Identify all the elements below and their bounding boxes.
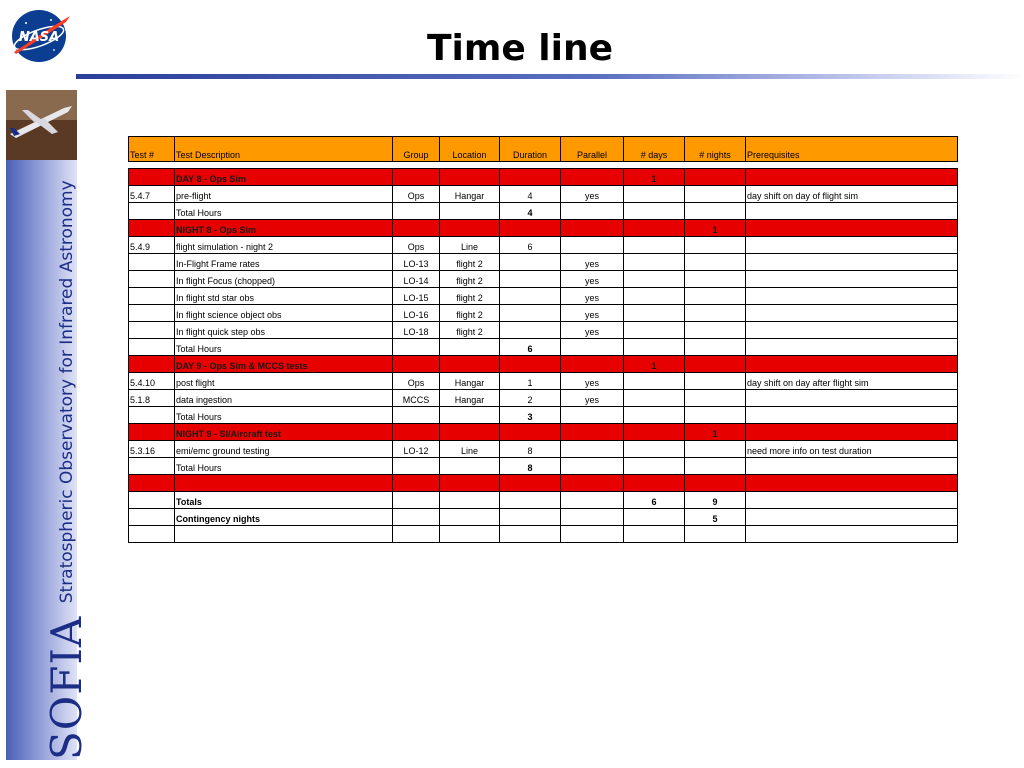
cell-location bbox=[440, 169, 500, 186]
cell-group: Ops bbox=[393, 237, 440, 254]
cell-test-description: Total Hours bbox=[175, 203, 393, 220]
cell-prerequisites bbox=[746, 169, 958, 186]
cell-location bbox=[440, 458, 500, 475]
cell-group bbox=[393, 526, 440, 543]
cell-test-number: 5.1.8 bbox=[129, 390, 175, 407]
cell-days bbox=[624, 424, 685, 441]
cell-nights bbox=[685, 322, 746, 339]
cell-location: Line bbox=[440, 441, 500, 458]
section-row bbox=[129, 356, 958, 373]
cell-test-description: In flight Focus (chopped) bbox=[175, 271, 393, 288]
cell-test-number bbox=[129, 254, 175, 271]
cell-test-description: Totals bbox=[175, 492, 393, 509]
cell-parallel: yes bbox=[561, 305, 624, 322]
cell-prerequisites bbox=[746, 322, 958, 339]
cell-test-description: emi/emc ground testing bbox=[175, 441, 393, 458]
header-duration: Duration bbox=[500, 137, 561, 162]
cell-parallel bbox=[561, 203, 624, 220]
aircraft-photo bbox=[6, 90, 77, 160]
cell-location bbox=[440, 339, 500, 356]
cell-test-description: In flight quick step obs bbox=[175, 322, 393, 339]
cell-nights bbox=[685, 203, 746, 220]
cell-nights: 1 bbox=[685, 424, 746, 441]
cell-prerequisites bbox=[746, 475, 958, 492]
cell-prerequisites bbox=[746, 458, 958, 475]
cell-days bbox=[624, 509, 685, 526]
cell-parallel bbox=[561, 492, 624, 509]
cell-days bbox=[624, 254, 685, 271]
cell-days bbox=[624, 407, 685, 424]
cell-test-description: flight simulation - night 2 bbox=[175, 237, 393, 254]
cell-test-description: NIGHT 8 - Ops Sim bbox=[175, 220, 393, 237]
cell-days bbox=[624, 458, 685, 475]
table-row bbox=[129, 237, 958, 254]
cell-test-number bbox=[129, 322, 175, 339]
cell-group: LO-15 bbox=[393, 288, 440, 305]
table-spacer-row bbox=[129, 162, 958, 169]
cell-prerequisites bbox=[746, 526, 958, 543]
cell-duration bbox=[500, 305, 561, 322]
cell-duration: 2 bbox=[500, 390, 561, 407]
cell-nights bbox=[685, 475, 746, 492]
cell-duration bbox=[500, 475, 561, 492]
cell-group bbox=[393, 492, 440, 509]
cell-parallel: yes bbox=[561, 390, 624, 407]
cell-days: 6 bbox=[624, 492, 685, 509]
cell-location: flight 2 bbox=[440, 271, 500, 288]
table-row bbox=[129, 254, 958, 271]
cell-group: LO-18 bbox=[393, 322, 440, 339]
cell-days bbox=[624, 237, 685, 254]
cell-duration bbox=[500, 526, 561, 543]
cell-duration bbox=[500, 220, 561, 237]
cell-test-description bbox=[175, 526, 393, 543]
cell-group: Ops bbox=[393, 186, 440, 203]
timeline-table-body bbox=[129, 137, 958, 543]
cell-test-number bbox=[129, 424, 175, 441]
cell-group bbox=[393, 458, 440, 475]
cell-nights bbox=[685, 288, 746, 305]
cell-duration bbox=[500, 288, 561, 305]
cell-group bbox=[393, 220, 440, 237]
cell-days: 1 bbox=[624, 356, 685, 373]
cell-nights bbox=[685, 305, 746, 322]
cell-parallel bbox=[561, 424, 624, 441]
cell-location: flight 2 bbox=[440, 288, 500, 305]
cell-group: LO-14 bbox=[393, 271, 440, 288]
table-header-row bbox=[129, 137, 958, 162]
header-parallel: Parallel bbox=[561, 137, 624, 162]
cell-nights bbox=[685, 186, 746, 203]
cell-parallel bbox=[561, 441, 624, 458]
cell-location bbox=[440, 424, 500, 441]
cell-location: flight 2 bbox=[440, 322, 500, 339]
cell-test-number bbox=[129, 305, 175, 322]
cell-parallel bbox=[561, 526, 624, 543]
cell-prerequisites bbox=[746, 203, 958, 220]
table-row bbox=[129, 271, 958, 288]
cell-location: Hangar bbox=[440, 186, 500, 203]
cell-days bbox=[624, 186, 685, 203]
cell-location bbox=[440, 509, 500, 526]
cell-prerequisites bbox=[746, 509, 958, 526]
cell-test-description: In flight std star obs bbox=[175, 288, 393, 305]
cell-group bbox=[393, 475, 440, 492]
cell-test-number: 5.4.7 bbox=[129, 186, 175, 203]
cell-nights bbox=[685, 373, 746, 390]
table-row bbox=[129, 492, 958, 509]
cell-parallel bbox=[561, 509, 624, 526]
cell-days bbox=[624, 203, 685, 220]
cell-test-description: Total Hours bbox=[175, 458, 393, 475]
cell-days bbox=[624, 322, 685, 339]
cell-prerequisites bbox=[746, 305, 958, 322]
cell-parallel bbox=[561, 237, 624, 254]
cell-parallel: yes bbox=[561, 373, 624, 390]
cell-location bbox=[440, 356, 500, 373]
cell-parallel bbox=[561, 356, 624, 373]
cell-location: flight 2 bbox=[440, 254, 500, 271]
header-test-number: Test # bbox=[129, 137, 175, 162]
cell-nights bbox=[685, 407, 746, 424]
cell-days bbox=[624, 475, 685, 492]
cell-nights bbox=[685, 237, 746, 254]
cell-location bbox=[440, 526, 500, 543]
cell-days bbox=[624, 220, 685, 237]
table-row bbox=[129, 288, 958, 305]
cell-test-number bbox=[129, 169, 175, 186]
cell-group: MCCS bbox=[393, 390, 440, 407]
cell-nights bbox=[685, 271, 746, 288]
cell-location bbox=[440, 407, 500, 424]
cell-test-description: pre-flight bbox=[175, 186, 393, 203]
cell-test-description bbox=[175, 475, 393, 492]
cell-parallel: yes bbox=[561, 186, 624, 203]
header-prerequisites: Prerequisites bbox=[746, 137, 958, 162]
timeline-table bbox=[128, 136, 958, 543]
table-row bbox=[129, 373, 958, 390]
cell-duration bbox=[500, 356, 561, 373]
cell-prerequisites bbox=[746, 339, 958, 356]
cell-duration bbox=[500, 271, 561, 288]
cell-test-description: NIGHT 9 - SI/Aircraft test bbox=[175, 424, 393, 441]
aircraft-icon bbox=[6, 90, 77, 160]
cell-duration: 8 bbox=[500, 458, 561, 475]
cell-location bbox=[440, 492, 500, 509]
cell-parallel bbox=[561, 407, 624, 424]
cell-nights: 1 bbox=[685, 220, 746, 237]
cell-nights bbox=[685, 169, 746, 186]
cell-test-description: In-Flight Frame rates bbox=[175, 254, 393, 271]
cell-days bbox=[624, 390, 685, 407]
cell-parallel bbox=[561, 169, 624, 186]
cell-parallel bbox=[561, 475, 624, 492]
cell-test-number bbox=[129, 203, 175, 220]
cell-test-description: DAY 8 - Ops Sim bbox=[175, 169, 393, 186]
cell-group bbox=[393, 339, 440, 356]
cell-prerequisites bbox=[746, 220, 958, 237]
cell-nights: 9 bbox=[685, 492, 746, 509]
cell-group bbox=[393, 424, 440, 441]
cell-days bbox=[624, 305, 685, 322]
cell-group: LO-13 bbox=[393, 254, 440, 271]
cell-duration: 6 bbox=[500, 339, 561, 356]
cell-test-number: 5.4.9 bbox=[129, 237, 175, 254]
header-location: Location bbox=[440, 137, 500, 162]
cell-test-description: Contingency nights bbox=[175, 509, 393, 526]
table-row bbox=[129, 509, 958, 526]
cell-nights bbox=[685, 356, 746, 373]
cell-duration: 1 bbox=[500, 373, 561, 390]
cell-test-number bbox=[129, 407, 175, 424]
cell-nights bbox=[685, 458, 746, 475]
table-row bbox=[129, 390, 958, 407]
cell-prerequisites bbox=[746, 407, 958, 424]
cell-prerequisites: day shift on day of flight sim bbox=[746, 186, 958, 203]
table-row bbox=[129, 441, 958, 458]
cell-test-number bbox=[129, 356, 175, 373]
header-days: # days bbox=[624, 137, 685, 162]
sofia-sidebar bbox=[6, 90, 91, 760]
cell-days bbox=[624, 441, 685, 458]
total-row bbox=[129, 339, 958, 356]
cell-group: LO-16 bbox=[393, 305, 440, 322]
cell-location: Line bbox=[440, 237, 500, 254]
total-row bbox=[129, 458, 958, 475]
cell-days bbox=[624, 373, 685, 390]
cell-parallel: yes bbox=[561, 322, 624, 339]
cell-prerequisites bbox=[746, 390, 958, 407]
header-nights: # nights bbox=[685, 137, 746, 162]
cell-prerequisites bbox=[746, 288, 958, 305]
cell-test-number bbox=[129, 220, 175, 237]
cell-nights bbox=[685, 339, 746, 356]
cell-days bbox=[624, 339, 685, 356]
cell-test-number bbox=[129, 288, 175, 305]
cell-location: flight 2 bbox=[440, 305, 500, 322]
cell-test-number bbox=[129, 526, 175, 543]
cell-test-description: In flight science object obs bbox=[175, 305, 393, 322]
total-row bbox=[129, 407, 958, 424]
table-row bbox=[129, 322, 958, 339]
cell-test-number: 5.3.16 bbox=[129, 441, 175, 458]
cell-nights: 5 bbox=[685, 509, 746, 526]
cell-location bbox=[440, 220, 500, 237]
cell-duration bbox=[500, 169, 561, 186]
header-test-description: Test Description bbox=[175, 137, 393, 162]
cell-location bbox=[440, 475, 500, 492]
section-row bbox=[129, 424, 958, 441]
cell-duration: 4 bbox=[500, 186, 561, 203]
cell-prerequisites: need more info on test duration bbox=[746, 441, 958, 458]
cell-location: Hangar bbox=[440, 373, 500, 390]
cell-duration: 6 bbox=[500, 237, 561, 254]
sofia-subtitle: Stratospheric Observatory for Infrared Astronomy bbox=[56, 180, 77, 604]
cell-test-description: post flight bbox=[175, 373, 393, 390]
sidebar-vertical-text bbox=[42, 180, 91, 760]
cell-location bbox=[440, 203, 500, 220]
table-row bbox=[129, 526, 958, 543]
cell-duration: 4 bbox=[500, 203, 561, 220]
cell-prerequisites bbox=[746, 492, 958, 509]
cell-nights bbox=[685, 526, 746, 543]
section-row bbox=[129, 169, 958, 186]
cell-test-number: 5.4.10 bbox=[129, 373, 175, 390]
cell-test-number bbox=[129, 492, 175, 509]
cell-group bbox=[393, 356, 440, 373]
cell-duration: 8 bbox=[500, 441, 561, 458]
page-title: Time line bbox=[426, 28, 614, 69]
cell-prerequisites: day shift on day after flight sim bbox=[746, 373, 958, 390]
cell-duration: 3 bbox=[500, 407, 561, 424]
cell-days bbox=[624, 271, 685, 288]
cell-days bbox=[624, 288, 685, 305]
cell-duration bbox=[500, 322, 561, 339]
cell-parallel: yes bbox=[561, 288, 624, 305]
cell-parallel bbox=[561, 458, 624, 475]
cell-group bbox=[393, 509, 440, 526]
table-row bbox=[129, 305, 958, 322]
cell-test-number bbox=[129, 271, 175, 288]
table-row bbox=[129, 186, 958, 203]
cell-prerequisites bbox=[746, 254, 958, 271]
cell-parallel bbox=[561, 220, 624, 237]
cell-group bbox=[393, 169, 440, 186]
total-row bbox=[129, 203, 958, 220]
cell-duration bbox=[500, 424, 561, 441]
cell-duration bbox=[500, 509, 561, 526]
cell-test-description: data ingestion bbox=[175, 390, 393, 407]
cell-nights bbox=[685, 390, 746, 407]
nasa-logo-text: NASA bbox=[18, 30, 60, 45]
header-group: Group bbox=[393, 137, 440, 162]
cell-group bbox=[393, 407, 440, 424]
section-row bbox=[129, 220, 958, 237]
cell-days bbox=[624, 526, 685, 543]
cell-test-description: Total Hours bbox=[175, 407, 393, 424]
cell-duration bbox=[500, 254, 561, 271]
cell-test-number bbox=[129, 475, 175, 492]
cell-test-number bbox=[129, 509, 175, 526]
cell-parallel bbox=[561, 339, 624, 356]
cell-test-number bbox=[129, 339, 175, 356]
cell-parallel: yes bbox=[561, 254, 624, 271]
cell-group bbox=[393, 203, 440, 220]
cell-nights bbox=[685, 441, 746, 458]
cell-group: LO-12 bbox=[393, 441, 440, 458]
cell-nights bbox=[685, 254, 746, 271]
cell-prerequisites bbox=[746, 271, 958, 288]
cell-prerequisites bbox=[746, 424, 958, 441]
cell-duration bbox=[500, 492, 561, 509]
section-row bbox=[129, 475, 958, 492]
cell-location: Hangar bbox=[440, 390, 500, 407]
title-divider bbox=[76, 74, 1024, 79]
cell-test-number bbox=[129, 458, 175, 475]
cell-parallel: yes bbox=[561, 271, 624, 288]
cell-prerequisites bbox=[746, 237, 958, 254]
cell-prerequisites bbox=[746, 356, 958, 373]
cell-test-description: Total Hours bbox=[175, 339, 393, 356]
sofia-wordmark: SOFIA bbox=[42, 615, 91, 760]
cell-days: 1 bbox=[624, 169, 685, 186]
cell-group: Ops bbox=[393, 373, 440, 390]
cell-test-description: DAY 9 - Ops Sim & MCCS tests bbox=[175, 356, 393, 373]
